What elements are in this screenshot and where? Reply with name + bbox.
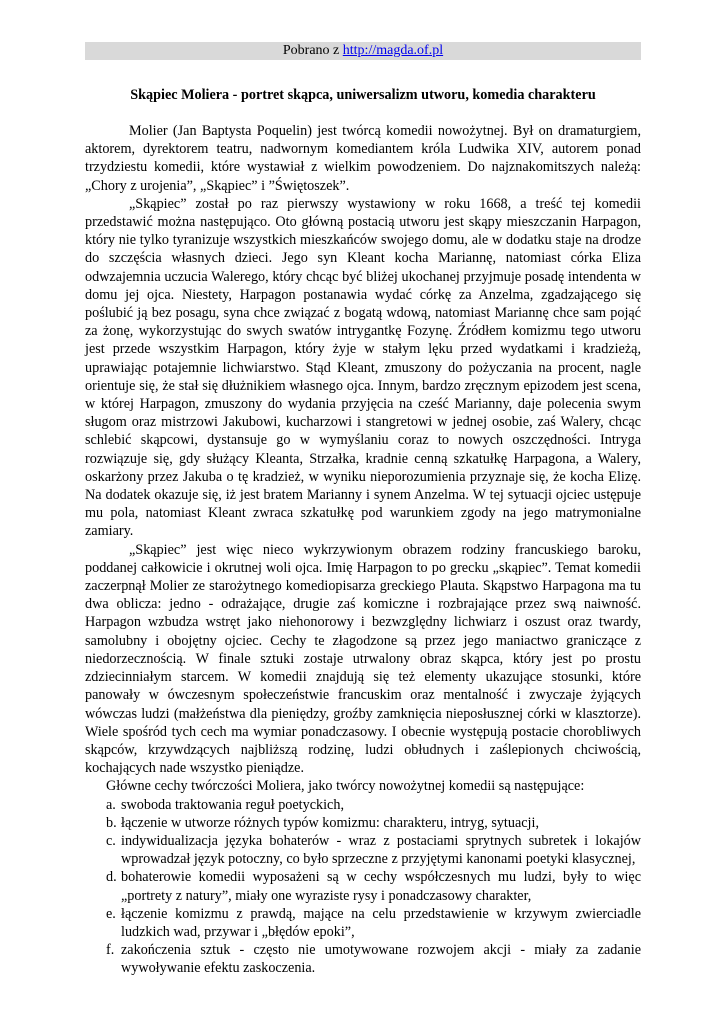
list-item	[85, 796, 641, 814]
list-marker: f.	[106, 942, 115, 959]
list-item-text: łączenie komizmu z prawdą, mające na celu przedstawienie w krzywym zwierciadle ludzkich wad, przywar i „błędów epoki”,	[121, 905, 641, 940]
list-item-text: swoboda traktowania reguł poetyckich,	[121, 796, 344, 813]
paragraph-plot: „Skąpiec” został po raz pierwszy wystawiony w roku 1668, a treść tej komedii przedstawić można następująco. Oto główną postacią utworu jest skąpy mieszczanin Harpagon, który nie tylko tyranizuje wszystkich mieszkańców swojego domu, ale w dodatku staje na drodze do szczęścia własnych dzieci. Jego syn Kleant kocha Mariannę, natomiast córka Eliza odwzajemnia uczucia Walerego, który chcąc być bliżej ukochanej przyjmuje posadę intendenta w domu jej ojca. Niestety, Harpagon postanawia wydać córkę za Anzelma, zgadzającego się poślubić ją bez posagu, syna chce związać z bogatą wdową, natomiast Mariannę chce sam pojąć za żonę, wykorzystując do swych swatów intrygantkę Fozynę. Źródłem komizmu tego utworu jest przede wszystkim Harpagon, który żyje w stałym lęku przed wydatkami i kradzieżą, uprawiając potajemnie lichwiarstwo. Stąd Kleant, zmuszony do pożyczania na procent, nagle orientuje się, że stał się dłużnikiem własnego ojca. Innym, bardzo zręcznym epizodem jest scena, w której Harpagon, zmuszony do wydania przyjęcia na cześć Marianny, daje polecenia swym sługom oraz mistrzowi Jakubowi, kucharzowi i stangretowi w jednej osobie, zaś Walery, chcąc schlebić skąpcowi, dystansuje go w wymyślaniu coraz to nowych oszczędności. Intryga rozwiązuje się, gdy służący Kleanta, Strzałka, kradnie cenną szkatułkę Harpagona, a Walery, oskarżony przez Jakuba o tę kradzież, w wyniku nieporozumienia przyznaje się, że kocha Elizę. Na dodatek okazuje się, iż jest bratem Marianny i synem Anzelma. W tej sytuacji ojciec ustępuje mu pola, natomiast Kleant zwraca szkatułkę pod warunkiem zgody na jego matrymonialne zamiary.	[85, 195, 641, 540]
paragraph-intro: Molier (Jan Baptysta Poquelin) jest twórcą komedii nowożytnej. Był on dramaturgiem, aktorem, dyrektorem teatru, nadwornym komediantem króla Ludwika XIV, autorem ponad trzydziestu komedii, które wystawiał z wielkim powodzeniem. Do najznakomitszych należą: „Chory z urojenia”, „Skąpiec” i ”Świętoszek”.	[85, 123, 641, 194]
paragraph-analysis: „Skąpiec” jest więc nieco wykrzywionym obrazem rodziny francuskiego baroku, poddanej całkowicie i okrutnej woli ojca. Imię Harpagon to po grecku „skąpiec”. Temat komedii zaczerpnął Molier ze starożytnego komediopisarza greckiego Plauta. Skąpstwo Harpagona ma tu dwa oblicza: jedno - odrażające, drugie zaś komiczne i rozbrajające przez swą naiwność. Harpagon wzbudza wstręt jako niehonorowy i bezwzględny lichwiarz i oszust oraz twardy, samolubny i obojętny ojciec. Cechy te złagodzone są przez jego maniactwo graniczące z niedorzecznością. W finale sztuki zostaje utrwalony obraz skąpca, który jest po prostu zdziecinniałym starcem. W komedii znajdują się też elementy ukazujące stosunki, które panowały w ówczesnym społeczeństwie francuskim oraz mentalność i zwyczaje żyjących wówczas ludzi (małżeństwa dla pieniędzy, groźby zamknięcia nieposłusznej córki w klasztorze). Wiele spośród tych cech ma wymiar ponadczasowy. I obecnie występują postacie chorobliwych skąpców, krzywdzących najbliższą rodzinę, ludzi obłudnych i zaślepionych chciwością, kochających nade wszystko pieniądze.	[85, 541, 641, 777]
list-item-text: indywidualizacja języka bohaterów - wraz z postaciami sprytnych subretek i lokajów wprowadzał język potoczny, co było sprzeczne z przyjętymi kanonami poetyki klasycznej,	[121, 832, 641, 868]
header-prefix: Pobrano z	[282, 43, 343, 58]
download-source-header	[85, 42, 641, 60]
document-title: Skąpiec Moliera - portret skąpca, uniwersalizm utworu, komedia charakteru	[130, 87, 596, 103]
list-marker: c.	[106, 832, 116, 849]
list-marker: d.	[106, 869, 117, 886]
source-link[interactable]: http://magda.of.pl	[342, 43, 444, 58]
list-item	[85, 905, 641, 941]
list-item	[85, 814, 641, 832]
list-marker: e.	[106, 905, 116, 922]
list-item	[85, 868, 641, 904]
list-intro: Główne cechy twórczości Moliera, jako twórcy nowożytnej komedii są następujące:	[106, 778, 585, 795]
list-item-text: łączenie w utworze różnych typów komizmu: charakteru, intryg, sytuacji,	[121, 814, 539, 831]
document-body	[85, 122, 641, 978]
list-item-text: zakończenia sztuk - często nie umotywowane rozwojem akcji - miały za zadanie wywoływanie efektu zaskoczenia.	[121, 942, 641, 977]
list-item-text: bohaterowie komedii wyposażeni są w cechy współczesnych mu ludzi, były to więc „portrety z natury”, miały one wyraziste rysy i ponadczasowy charakter,	[121, 869, 641, 904]
list-item	[85, 832, 641, 868]
list-marker: a.	[106, 796, 116, 813]
features-list	[85, 796, 641, 978]
list-item	[85, 941, 641, 977]
list-marker: b.	[106, 814, 117, 831]
